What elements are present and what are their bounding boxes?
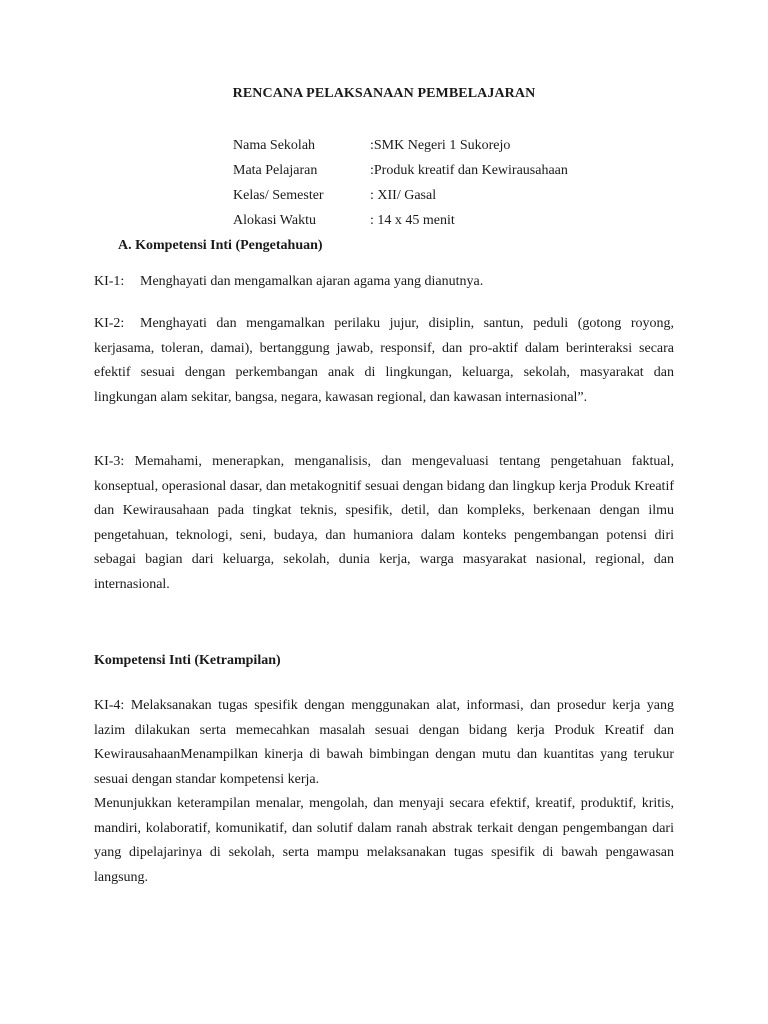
info-value: : 14 x 45 menit [370, 213, 455, 228]
ki1-paragraph [94, 274, 483, 290]
info-value: :SMK Negeri 1 Sukorejo [370, 138, 511, 153]
page-title: RENCANA PELAKSANAAN PEMBELAJARAN [232, 86, 536, 101]
info-value: :Produk kreatif dan Kewirausahaan [370, 163, 568, 178]
info-value: : XII/ Gasal [370, 188, 437, 203]
ki1-text: Menghayati dan mengamalkan ajaran agama yang dianutnya. [140, 274, 484, 289]
ki2-text: Menghayati dan mengamalkan perilaku jujur, disiplin, santun, peduli (gotong royong, kerjasama, toleran, damai), bertanggung jawab, responsif, dan pro-aktif dalam berinteraksi secara efektif sesuai dengan perkembangan anak di lingkungan, keluarga, sekolah, masyarakat dan lingkungan alam sekitar, bangsa, negara, kawasan regional, dan kawasan internasional”. [94, 316, 674, 405]
info-row-time [233, 211, 455, 231]
ki4-continuation: Menunjukkan keterampilan menalar, mengolah, dan menyaji secara efektif, kreatif, produktif, kritis, mandiri, kolaboratif, komunikatif, dan solutif dalam ranah abstrak terkait dengan pengembangan dari yang dipelajarinya di sekolah, serta mampu melaksanakan tugas spesifik di bawah pengawasan langsung. [94, 796, 674, 885]
info-row-subject [233, 161, 568, 181]
info-label: Nama Sekolah [233, 138, 316, 153]
section-heading-knowledge: A. Kompetensi Inti (Pengetahuan) [118, 238, 323, 253]
info-label: Alokasi Waktu [233, 213, 316, 228]
info-label: Kelas/ Semester [233, 188, 324, 203]
info-row-class [233, 186, 436, 206]
ki2-code: KI-2: [94, 316, 125, 331]
ki1-code: KI-1: [94, 274, 125, 289]
section-heading-skills: Kompetensi Inti (Ketrampilan) [94, 653, 281, 668]
ki4-paragraph: KI-4: Melaksanakan tugas spesifik dengan menggunakan alat, informasi, dan prosedur kerja yang lazim dilakukan serta memecahkan masalah sesuai dengan bidang kerja Produk Kreatif dan KewirausahaanMenampilkan kinerja di bawah bimbingan dengan mutu dan kuantitas yang terukur sesuai dengan standar kompetensi kerja. [94, 698, 674, 787]
info-row-school [233, 136, 510, 156]
ki2-paragraph [94, 312, 674, 410]
ki3-paragraph: KI-3: Memahami, menerapkan, menganalisis, dan mengevaluasi tentang pengetahuan faktual, konseptual, operasional dasar, dan metakognitif sesuai dengan bidang dan lingkup kerja Produk Kreatif dan Kewirausahaan pada tingkat teknis, spesifik, detil, dan kompleks, berkenaan dengan ilmu pengetahuan, teknologi, seni, budaya, dan humaniora dalam konteks pengembangan potensi diri sebagai bagian dari keluarga, sekolah, dunia kerja, warga masyarakat nasional, regional, dan internasional. [94, 454, 674, 592]
info-label: Mata Pelajaran [233, 163, 318, 178]
